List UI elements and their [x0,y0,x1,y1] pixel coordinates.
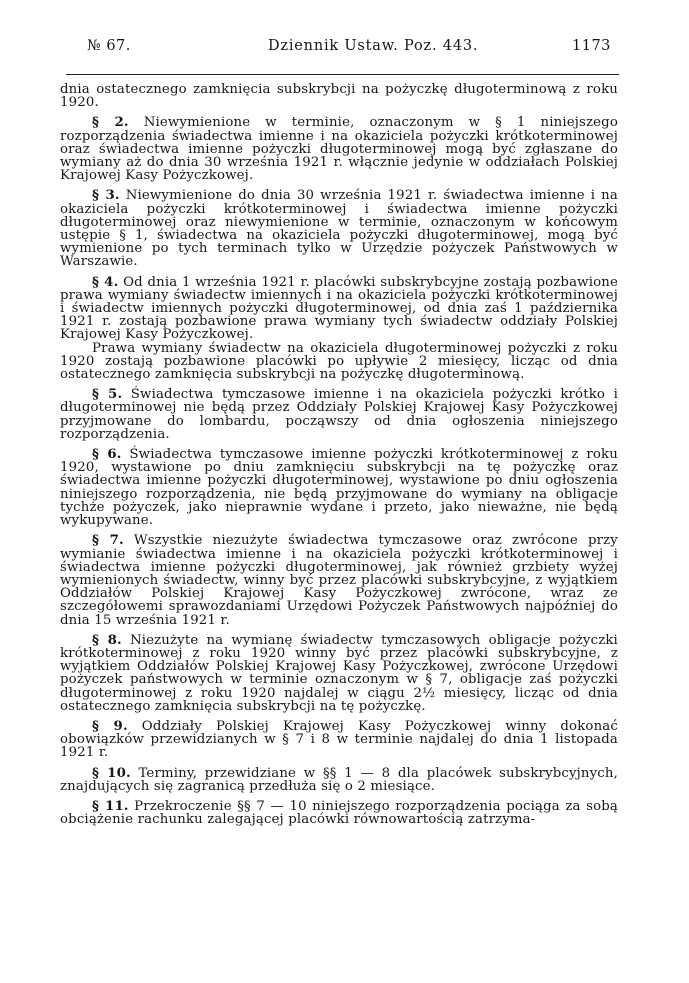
section-number: § 4. [92,274,119,290]
section-number: § 6. [92,447,122,463]
page-number: 1173 [572,38,611,54]
section-number: § 3. [92,188,120,204]
section-number: § 11. [92,798,129,814]
section-number: § 5. [92,387,123,403]
section-6: § 6. Świadectwa tymczasowe imienne pożyczki krótkoterminowej z roku 1920, wystawione po dniu zamknięciu subskrybcji na tę pożyczkę oraz świadectwa imienne pożyczki długoterminowej, wystawione po dniu ogłoszenia niniejszego rozporządzenia, nie będą przyjmowane do wymiany na obligacje tychże pożyczek, jako nieprawnie wydane i przeto, jako nieważne, nie będą wykupywane. [60,447,618,529]
section-3: § 3. Niewymienione do dnia 30 września 1921 r. świadectwa imienne i na okaziciela pożyczki krótkoterminowej i świadectwa imienne pożyczki długoterminowej oraz niewymienione w terminie, oznaczonym w końcowym ustępie § 1, świadectwa na okaziciela pożyczki długoterminowej, mogą być wymienione po tych terminach tylko w Urzędzie pożyczek Państwowych w Warszawie. [60,188,618,270]
section-10: § 10. Terminy, przewidziane w §§ 1 — 8 dla placówek subskrybcyjnych, znajdujących się zagranicą przedłuża się o 2 miesiące. [60,765,618,794]
section-9: § 9. Oddziały Polskiej Krajowej Kasy Pożyczkowej winny dokonać obowiązków przewidzianych w § 7 i 8 w terminie najdalej do dnia 1 listopada 1921 r. [60,718,618,761]
section-5: § 5. Świadectwa tymczasowe imienne i na okaziciela pożyczki krótko i długoterminowej nie będą przez Oddziały Polskiej Krajowej Kasy Pożyczkowej przyjmowane do lombardu, począwszy od dnia ogłoszenia niniejszego rozporządzenia. [60,387,618,442]
section-number: § 10. [92,765,131,781]
document-body [60,83,618,833]
paragraph-continuation: dnia ostatecznego zamknięcia subskrybcji na pożyczkę długoterminową z roku 1920. [60,82,618,111]
section-number: § 2. [92,115,129,131]
section-number: § 9. [92,718,128,734]
section-2: § 2. Niewymienione w terminie, oznaczonym w § 1 niniejszego rozporządzenia świadectwa imienne i na okaziciela pożyczki krótkoterminowej oraz świadectwa imienne pożyczki długoterminowej mogą być zgłaszane do wymiany aż do dnia 30 września 1921 r. włącznie jedynie w oddziałach Polskiej Krajowej Kasy Pożyczkowej. [60,115,618,184]
header-rule [66,74,619,75]
issue-number: № 67. [87,38,131,54]
section-11: § 11. Przekroczenie §§ 7 — 10 niniejszego rozporządzenia pociąga za sobą obciążenie rachunku zalegającej placówki równowartością zatrzyma- [60,798,618,828]
section-4-paragraph-2: Prawa wymiany świadectw na okaziciela długoterminowej pożyczki z roku 1920 zostają pozbawione placówki po upływie 2 miesięcy, licząc od dnia ostatecznego zamknięcia subskrybcji na pożyczkę długoterminową. [60,340,618,383]
section-4: § 4. Od dnia 1 września 1921 r. placówki subskrybcyjne zostają pozbawione prawa wymiany świadectw imiennych i na okaziciela pożyczki krótkoterminowej i świadectw imiennych pożyczki długoterminowej, od dnia zaś 1 października 1921 r. zostają pozbawione prawa wymiany tych świadectw oddziały Polskiej Krajowej Kasy Pożyczkowej. [60,274,618,343]
section-number: § 8. [92,632,122,648]
section-8: § 8. Niezużyte na wymianę świadectw tymczasowych obligacje pożyczki krótkoterminowej z roku 1920 winny być przez placówki subskrybcyjne, z wyjątkiem Oddziałów Polskiej Krajowej Kasy Pożyczkowej, zwrócone Urzędowi pożyczek państwowych w terminie oznaczonym w § 7, obligacje zaś pożyczki długoterminowej z roku 1920 najdalej w ciągu 2½ miesięcy, licząc od dnia ostatecznego zamknięcia subskrybcji na tę pożyczkę. [60,632,618,714]
page-header [0,38,689,60]
section-number: § 7. [92,533,124,549]
section-7: § 7. Wszystkie niezużyte świadectwa tymczasowe oraz zwrócone przy wymianie świadectwa imienne i na okaziciela pożyczki krótkoterminowej i świadectwa imienne pożyczki długoterminowej, jak również grzbiety wyżej wymienionych świadectw, winny być przez placówki subskrybcyjne, z wyjątkiem Oddziałów Polskiej Krajowej Kasy Pożyczkowej zwrócone, wraz ze szczegółowemi sprawozdaniami Urzędowi Pożyczek Państwowych najpóźniej do dnia 15 września 1921 r. [60,533,618,628]
journal-title: Dziennik Ustaw. Poz. 443. [268,38,479,54]
